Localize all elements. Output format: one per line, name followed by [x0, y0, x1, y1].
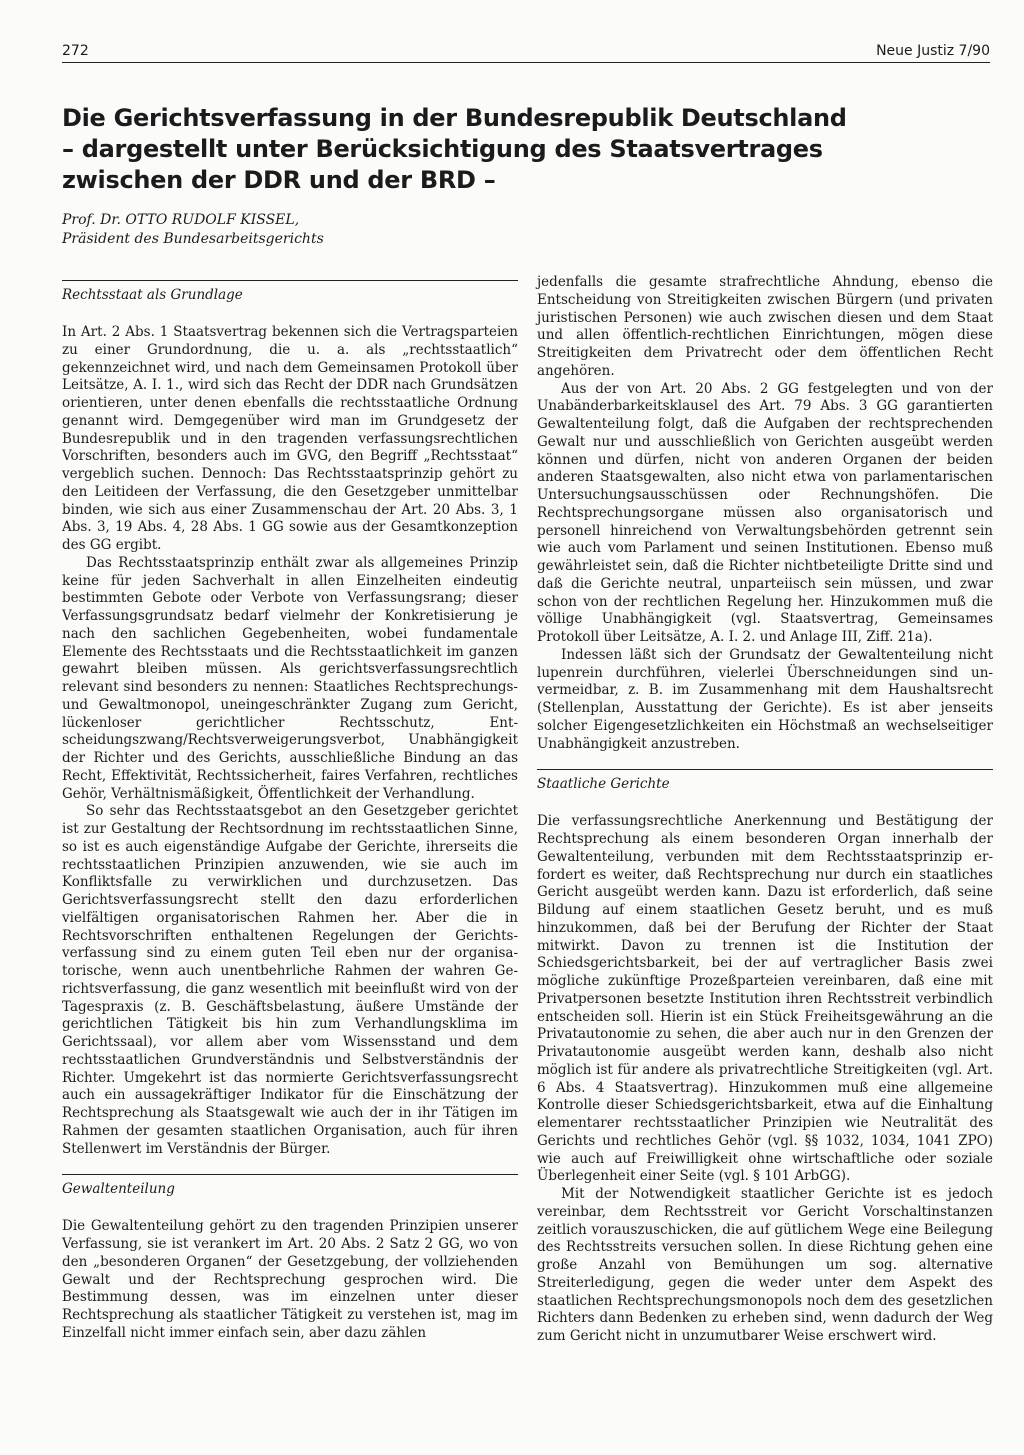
left-column — [62, 280, 518, 1343]
paragraph: In Art. 2 Abs. 1 Staatsvertrag bekennen sich die Vertragsparteien zu einer Grundordnung, die u. a. als „rechtsstaatlich“ gekennzeichnet wird, und nach dem Gemeinsamen Protokoll über Leitsätze, A. I. 1., wird sich das Recht der DDR nach Grundsätzen orientieren, unter denen ebenfalls die rechtsstaatliche Ordnung genannt wird. Demgegenüber wird man im Grundgesetz der Bundesrepublik und in den tragenden verfassungsrechtlichen Vorschriften, besonders auch im GVG, den Begriff „Rechtsstaat“ vergeblich suchen. Dennoch: Das Rechtsstaatsprinzip gehört zu den Leitideen der Verfassung, die den Gesetzgeber unmittelbar binden, wie sich aus einer Zusammenschau der Art. 20 Abs. 3, 1 Abs. 3, 19 Abs. 4, 28 Abs. 1 GG sowie aus der Gesamtkonzeption des GG ergibt. — [62, 324, 518, 553]
scan-artifact — [540, 1442, 740, 1450]
paragraph: So sehr das Rechtsstaatsgebot an den Gesetzgeber gerichtet ist zur Gestaltung der Rechtsordnung im rechtsstaatlichen Sinne, so ist es auch eigenständige Aufgabe der Gerichte, ihrerseits die rechtsstaatlichen Prinzipien anzuwenden, wie sie auch im Konfliktsfalle zu verwirklichen und durchzusetzen. Das Gerichtsverfassungsrecht stellt den dazu erforderlichen vielfältigen organisatorischen Rahmen her. Aber die in Rechtsvorschriften enthaltenen Regelungen der Gerichtsverfassung sind zu einem guten Teil eben nur der organisatorische, wenn auch unentbehrliche Rahmen der wahren Gerichtsverfassung, die ganz wesentlich mit beeinflußt wird von der Tagespraxis (z. B. Geschäftsbelastung, äußere Umstände der gerichtlichen Tätigkeit bis hin zum Verhandlungsklima im Gerichtssaal), vor allem aber vom Wissensstand und dem rechtsstaatlichen Grundverständnis und Selbstverständnis der Richter. Umgekehrt ist das normierte Gerichtsverfassungsrecht auch ein aussagekräftiger Indikator für die Einschätzung der Rechtsprechung als Staatsgewalt wie auch der in ihr Tätigen im Rahmen der gesamten staatlichen Organisation, auch für ihren Stellenwert im Verständnis der Bürger. — [62, 803, 518, 1157]
paragraph: Die Gewaltenteilung gehört zu den tragenden Prinzipien unserer Verfassung, sie ist verankert im Art. 20 Abs. 2 Satz 2 GG, wo von den „besonderen Organen“ der Gesetzgebung, der vollziehenden Gewalt und der Rechtsprechung gesprochen wird. Die Bestimmung dessen, was im einzelnen unter dieser Rechtsprechung als staatlicher Tätigkeit zu verstehen ist, mag im Einzelfall nicht immer einfach sein, aber dazu zählen — [62, 1218, 518, 1341]
page-number: 272 — [62, 43, 89, 59]
author-byline — [62, 211, 562, 249]
section-heading-gewaltenteilung: Gewaltenteilung — [62, 1174, 518, 1198]
author-name: Prof. Dr. OTTO RUDOLF KISSEL, — [62, 212, 300, 228]
title-line: zwischen der DDR und der BRD – — [62, 166, 496, 194]
paragraph: Aus der von Art. 20 Abs. 2 GG festgelegten und von der Unabänderbarkeitsklausel des Art. 79 Abs. 3 GG garantierten Gewaltenteilung folgt, daß die Aufgaben der rechtsprechenden Gewalt nur und ausschließlich von Gerichten ausgeübt werden können und dürfen, nicht von anderen Organen der beiden anderen Staatsgewalten, also nicht etwa von parlamentarischen Untersuchungsausschüssen oder Rechnungshöfen. Die Rechtsprechungsorgane müssen also organisatorisch und personell hinreichend von Verwaltungsbehörden getrennt sein wie auch vom Parlament und seinen Institutionen. Ebenso muß gewährleistet sein, daß die Richter nichtbeteiligte Dritte sind und daß die Gerichte neutral, unparteiisch sein müssen, und zwar schon von der rechtlichen Regelung her. Hinzukommen muß die völlige Unabhängigkeit (vgl. Staatsvertrag, Gemeinsames Protokoll über Leitsätze, A. I. 2. und Anlage III, Ziff. 21a). — [537, 380, 993, 645]
title-line: – dargestellt unter Berücksichtigung des Staatsvertrages — [62, 135, 823, 163]
author-affiliation: Präsident des Bundesarbeitsgerichts — [62, 231, 324, 247]
paragraph: Das Rechtsstaatsprinzip enthält zwar als allgemeines Prinzip keine für jeden Sachverhalt in allen Einzelheiten eindeutig bestimmten Gebote oder Verbote von Verfassungsrang; dieser Verfassungsgrundsatz bedarf vielmehr der Konkretisierung je nach den sachlichen Gegebenheiten, wobei fundamentale Elemente des Rechtsstaats und die Rechtsstaatlichkeit im ganzen gewahrt bleiben müssen. Als gerichtsverfassungsrechtlich relevant sind besonders zu nennen: Staatliches Rechtsprechungs- und Gewaltmonopol, uneingeschränkter Zugang zum Gericht, lückenloser gerichtlicher Rechtsschutz, Entscheidungszwang/Rechtsverweigerungsverbot, Unabhängigkeit der Richter und des Gerichts, ausschließliche Bindung an das Recht, Effektivität, Rechtssicherheit, faires Verfahren, rechtliches Gehör, Verhältnismäßigkeit, Öffentlichkeit der Verhandlung. — [62, 554, 518, 802]
right-column — [537, 274, 993, 1346]
section-heading-staatliche-gerichte: Staatliche Gerichte — [537, 769, 993, 793]
running-head — [62, 44, 990, 63]
paragraph: Die verfassungsrechtliche Anerkennung und Bestätigung der Rechtsprechung als einem besonderen Organ innerhalb der Gewaltenteilung, verbunden mit dem Rechtsstaatsprinzip erfordert es weiter, daß Rechtsprechung nur durch ein staatliches Gericht ausgeübt werden kann. Dazu ist erforderlich, daß seine Bildung auf einem staatlichen Gesetz beruht, und es muß hinzukommen, daß bei der Berufung der Richter der Staat mitwirkt. Davon zu trennen ist die Institution der Schiedsgerichtsbarkeit, bei der auf vertraglicher Basis zwei mögliche zukünftige Prozeßparteien vereinbaren, daß eine mit Privatpersonen besetzte Institution ihren Rechtsstreit verbindlich entscheiden soll. Hierin ist ein Stück Freiheitsgewährung an die Privatautonomie zu sehen, die aber auch nur in den Grenzen der Privatautonomie ausgeübt werden kann, deshalb also nicht möglich ist für andere als privatrechtliche Streitigkeiten (vgl. Art. 6 Abs. 4 Staatsvertrag). Hinzukommen muß eine allgemeine Kontrolle dieser Schiedsgerichtsbarkeit, etwa auf die Einhaltung elementarer rechtsstaatlicher Prinzipien wie Neutralität des Gerichts und rechtliches Gehör (vgl. §§ 1032, 1034, 1041 ZPO) wie auch auf Freiwilligkeit ohne wirtschaftliche oder soziale Überlegenheit einer Seite (vgl. § 101 ArbGG). — [537, 813, 993, 1185]
article-title — [62, 103, 847, 196]
journal-issue: Neue Justiz 7/90 — [876, 43, 990, 59]
paragraph: Mit der Notwendigkeit staatlicher Gerichte ist es jedoch vereinbar, dem Rechtsstreit vor Gericht Vorschaltinstanzen zeitlich vorauszuschicken, die auf gütlichem Wege eine Beilegung des Rechtsstreits versuchen sollen. In diese Richtung gehen eine große Anzahl von Bemühungen um sog. alternative Streiterledigung, gegen die weder unter dem Aspekt des staatlichen Rechtsprechungsmonopols noch dem des gesetzlichen Richters dann Bedenken zu erheben sind, wenn dadurch der Weg zum Gericht nicht in unzumutbarer Weise erschwert wird. — [537, 1186, 993, 1344]
paragraph: Indessen läßt sich der Grundsatz der Gewaltenteilung nicht lupenrein durchführen, vielerlei Überschneidungen sind unvermeidbar, z. B. im Zusammenhang mit dem Haushaltsrecht (Stellenplan, Ausstattung der Gerichte). Es ist aber jenseits solcher Eigengesetzlichkeiten ein Höchstmaß an wechselseitiger Unabhängigkeit anzustreben. — [537, 646, 993, 752]
section-heading-rechtsstaat: Rechtsstaat als Grundlage — [62, 280, 518, 304]
paragraph-continuation: jedenfalls die gesamte strafrechtliche Ahndung, ebenso die Entscheidung von Streitigkeiten zwischen Bürgern (und privaten juristischen Personen) wie auch zwischen diesen und dem Staat und allen öffentlich-rechtlichen Einrichtungen, mögen diese Streitigkeiten dem Privatrecht oder dem öffentlichen Recht angehören. — [537, 274, 993, 379]
title-line: Die Gerichtsverfassung in der Bundesrepublik Deutschland — [62, 104, 847, 132]
